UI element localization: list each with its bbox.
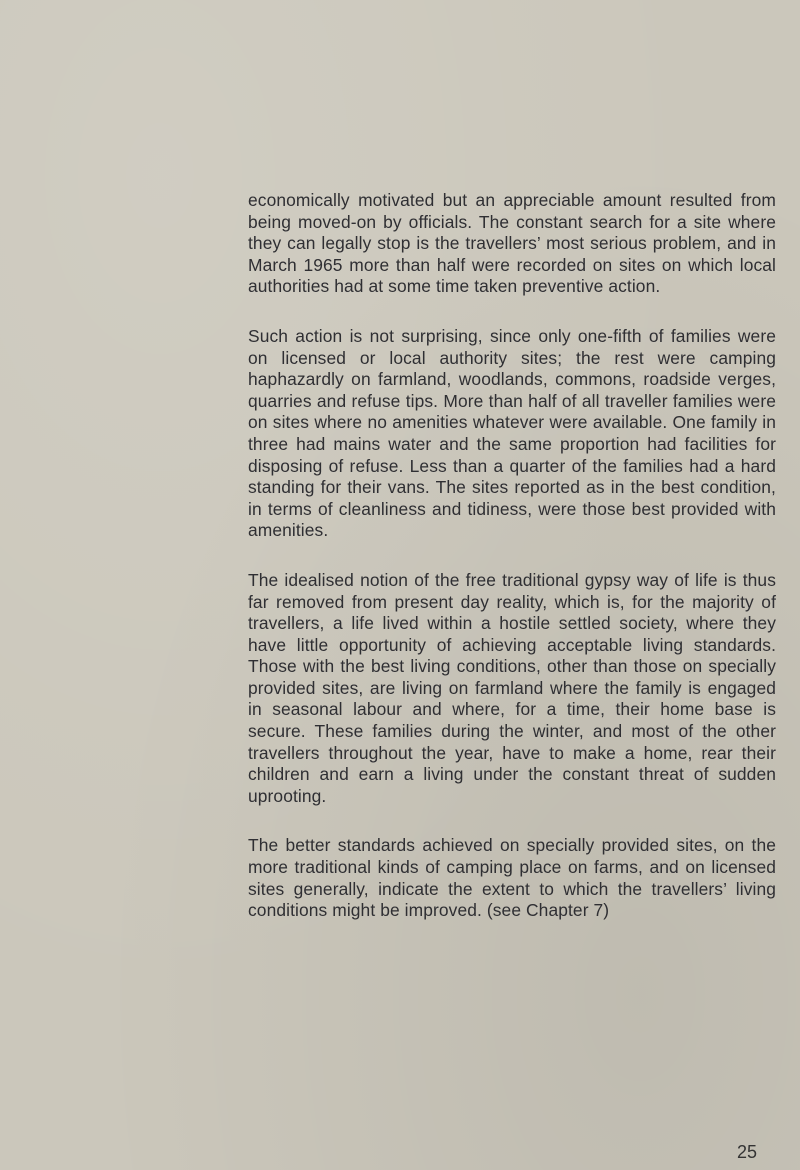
paragraph-2: Such action is not surprising, since only one-fifth of families were on licensed or local authority sites; the rest were camping haphazardly on farmland, woodlands, commons, roadside verges, quarries and refuse tips. More than half of all traveller families were on sites where no amenities whatever were available. One family in three had mains water and the same proportion had facilities for disposing of refuse. Less than a quarter of the families had a hard standing for their vans. The sites reported as in the best condition, in terms of cleanliness and tidiness, were those best provided with amenities. <box>248 325 776 541</box>
paragraph-4: The better standards achieved on specially provided sites, on the more traditional kinds of camping place on farms, and on licensed sites generally, indicate the extent to which the travellers’ living conditions might be improved. (see Chapter 7) <box>248 835 776 921</box>
paragraph-3: The idealised notion of the free traditional gypsy way of life is thus far removed from present day reality, which is, for the majority of travellers, a life lived within a hostile settled society, where they have little opportunity of achieving acceptable living standards. Those with the best living conditions, other than those on specially provided sites, are living on farmland where the family is engaged in seasonal labour and where, for a time, their home base is secure. These families during the winter, and most of the other travellers throughout the year, have to make a home, rear their children and earn a living under the constant threat of sudden uprooting. <box>248 569 776 806</box>
page-number: 25 <box>737 1142 758 1162</box>
body-text <box>248 190 776 950</box>
paragraph-1: economically motivated but an appreciable amount resulted from being moved-on by officials. The constant search for a site where they can legally stop is the travellers’ most serious problem, and in March 1965 more than half were recorded on sites on which local authorities had at some time taken preventive action. <box>248 190 776 297</box>
